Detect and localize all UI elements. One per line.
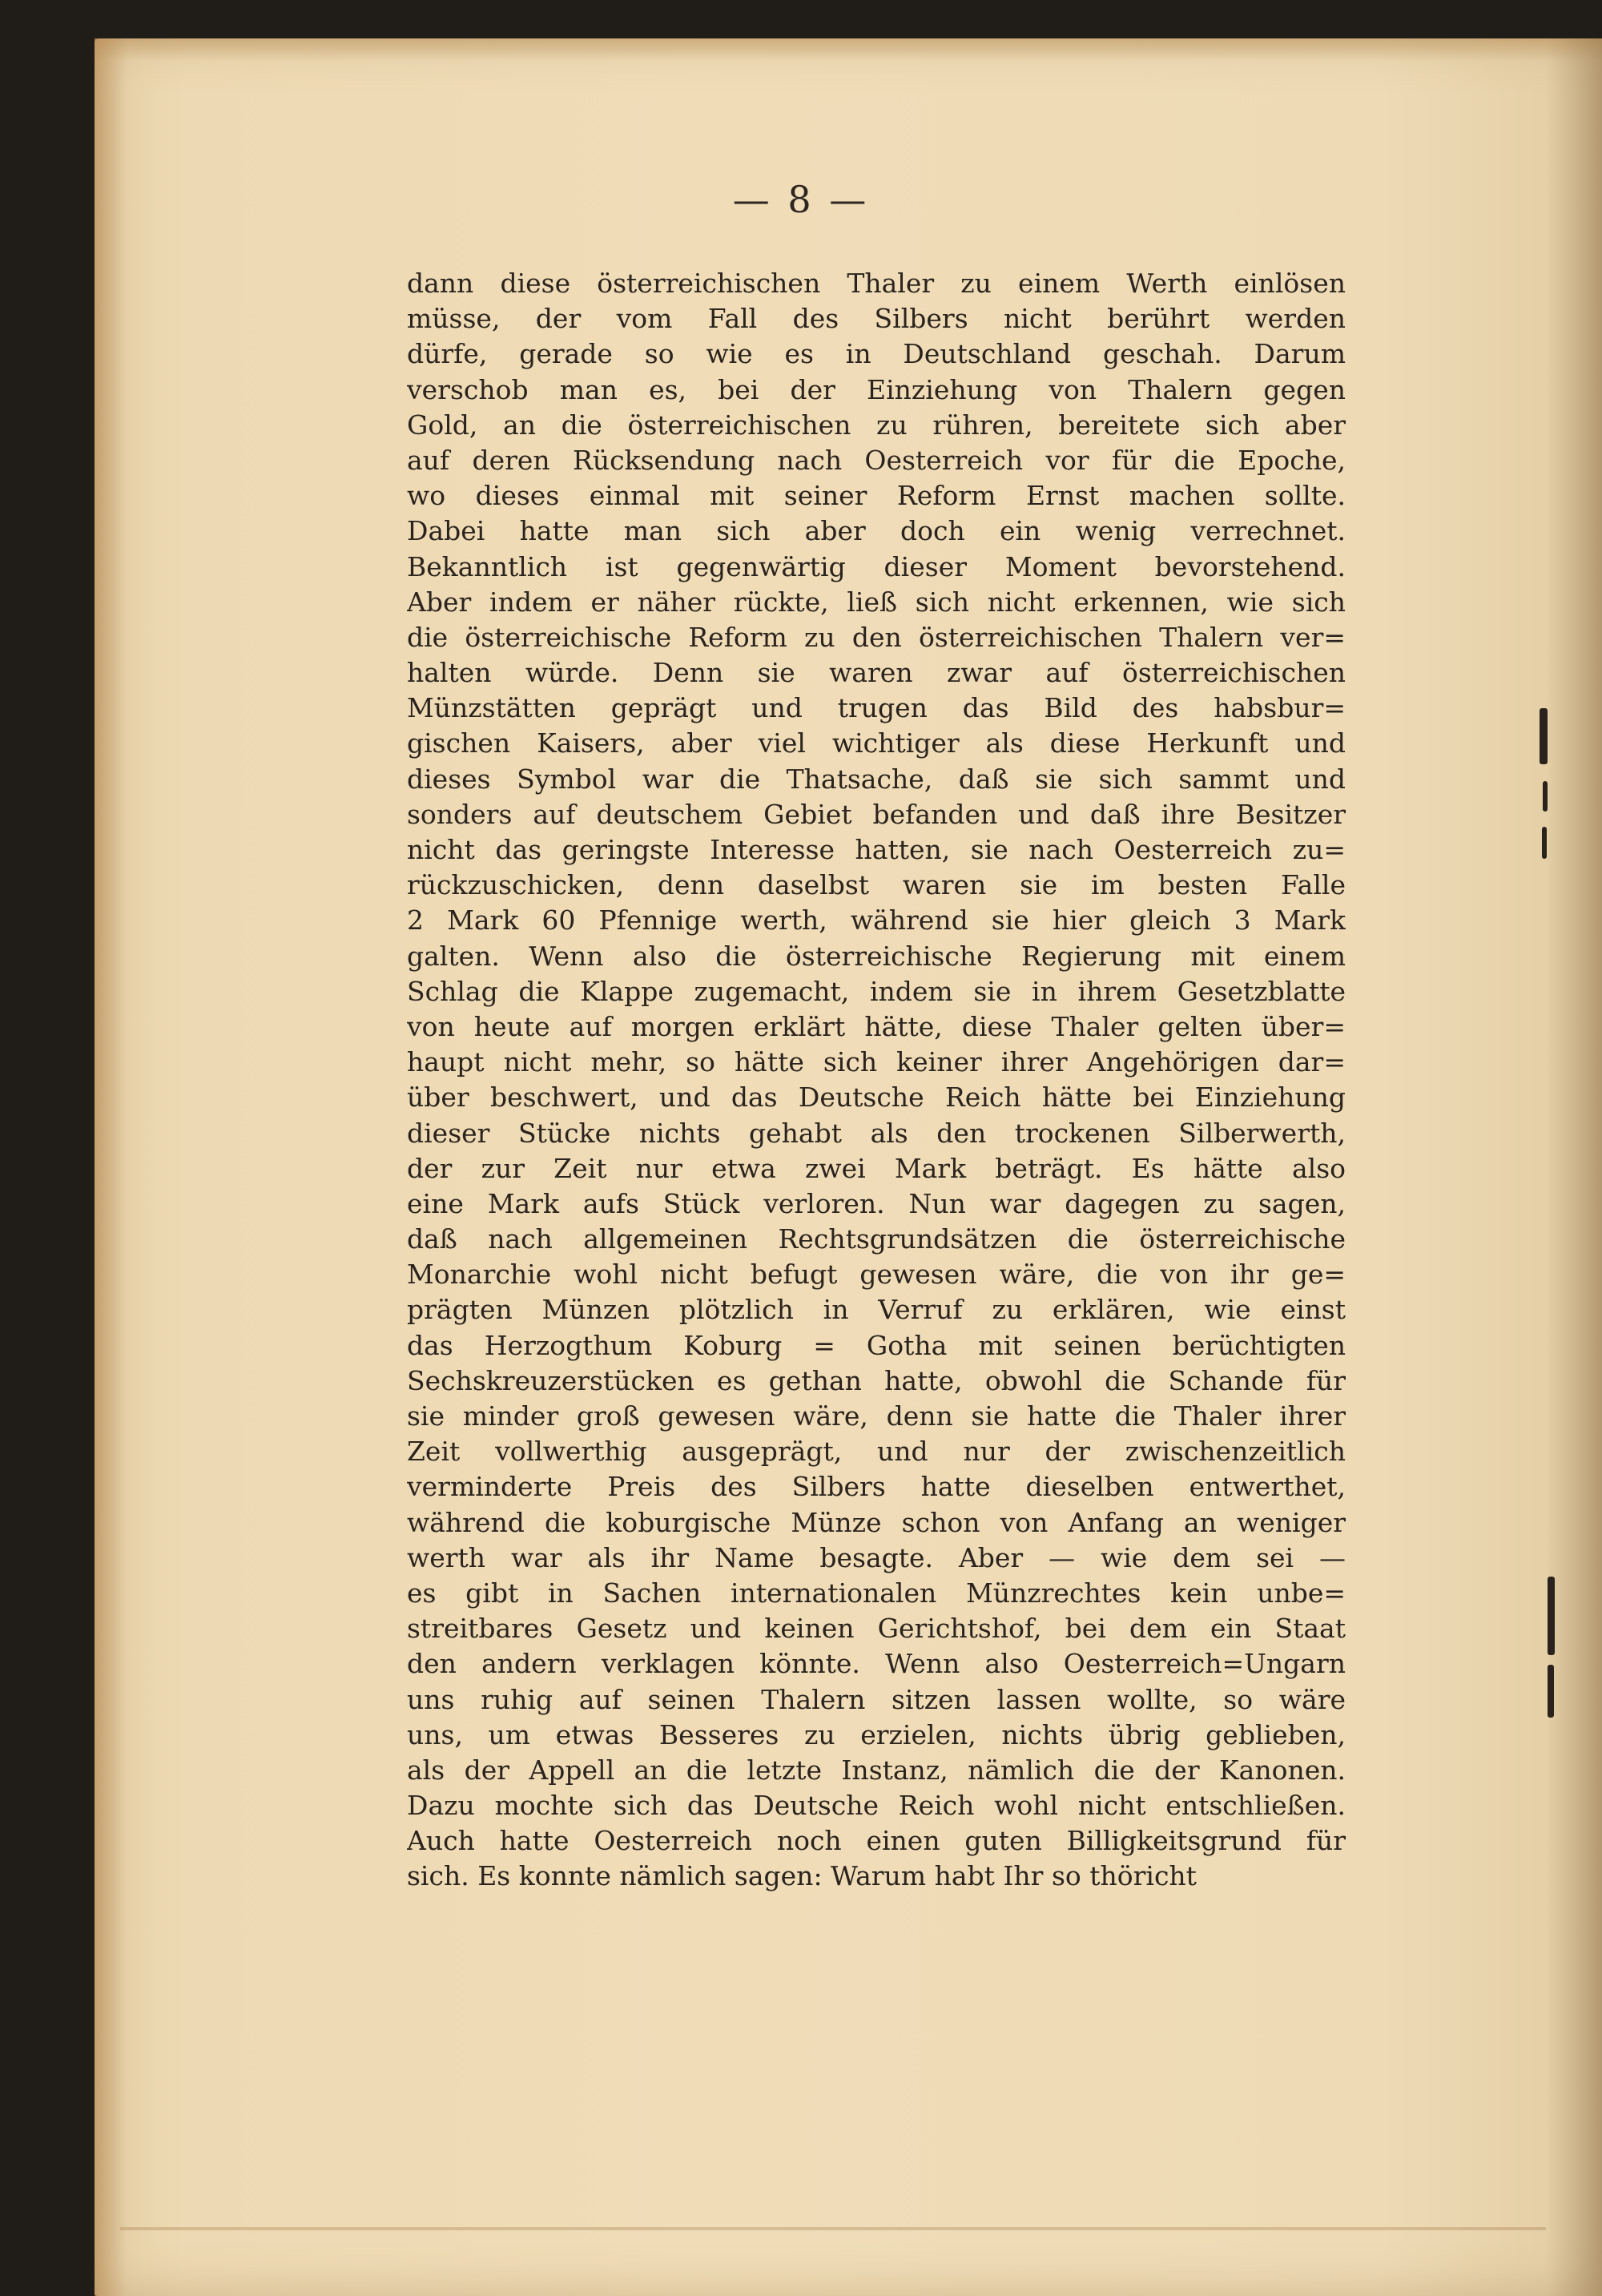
body-text <box>407 266 1346 1895</box>
margin-mark <box>1540 708 1548 764</box>
text-line: halten würde. Denn sie waren zwar auf österreichischen <box>407 657 1346 689</box>
text-line: Sechskreuzerstücken es gethan hatte, obwohl die Schande für <box>407 1364 1346 1396</box>
text-line: dieses Symbol war die Thatsache, daß sie sich sammt und <box>407 763 1346 795</box>
text-line: verschob man es, bei der Einziehung von Thalern gegen <box>407 373 1346 405</box>
text-line: sonders auf deutschem Gebiet befanden und daß ihre Besitzer <box>407 798 1346 830</box>
text-line: Auch hatte Oesterreich noch einen guten Billigkeitsgrund für <box>407 1825 1346 1857</box>
text-line: während die koburgische Münze schon von Anfang an weniger <box>407 1506 1346 1538</box>
margin-mark <box>1548 1577 1555 1655</box>
text-line: dieser Stücke nichts gehabt als den trockenen Silberwerth, <box>407 1117 1346 1149</box>
text-line: der zur Zeit nur etwa zwei Mark beträgt. Es hätte also <box>407 1152 1346 1184</box>
text-line: uns, um etwas Besseres zu erzielen, nichts übrig geblieben, <box>407 1718 1346 1750</box>
text-line: dann diese österreichischen Thaler zu einem Werth einlösen <box>407 268 1346 299</box>
margin-mark <box>1542 827 1547 859</box>
page-edge-top <box>95 38 1602 61</box>
text-line: auf deren Rücksendung nach Oesterreich vor für die Epoche, <box>407 444 1346 476</box>
margin-mark <box>1543 781 1548 812</box>
text-line: rückzuschicken, denn daselbst waren sie im besten Falle <box>407 869 1346 901</box>
text-line: streitbares Gesetz und keinen Gerichtshof, bei dem ein Staat <box>407 1613 1346 1645</box>
text-line: Monarchie wohl nicht befugt gewesen wäre, die von ihr ge= <box>407 1259 1346 1291</box>
page-number: — 8 — <box>732 178 870 221</box>
text-line: nicht das geringste Interesse hatten, sie nach Oesterreich zu= <box>407 834 1346 865</box>
page-fold <box>120 2227 1546 2230</box>
text-line: als der Appell an die letzte Instanz, nämlich die der Kanonen. <box>407 1754 1346 1786</box>
text-line: Dabei hatte man sich aber doch ein wenig verrechnet. <box>407 515 1346 547</box>
text-line: den andern verklagen könnte. Wenn also Oesterreich=Ungarn <box>407 1648 1346 1680</box>
text-line: Münzstätten geprägt und trugen das Bild des habsbur= <box>407 692 1346 724</box>
text-line: von heute auf morgen erklärt hätte, diese Thaler gelten über= <box>407 1010 1346 1042</box>
text-line: daß nach allgemeinen Rechtsgrundsätzen die österreichische <box>407 1223 1346 1255</box>
text-line: die österreichische Reform zu den österreichischen Thalern ver= <box>407 621 1346 653</box>
text-line: Aber indem er näher rückte, ließ sich nicht erkennen, wie sich <box>407 586 1346 618</box>
text-line: wo dieses einmal mit seiner Reform Ernst machen sollte. <box>407 480 1346 512</box>
text-line: das Herzogthum Koburg = Gotha mit seinen berüchtigten <box>407 1329 1346 1361</box>
text-line: müsse, der vom Fall des Silbers nicht berührt werden <box>407 303 1346 335</box>
spine-shadow <box>1546 38 1602 2296</box>
text-line: es gibt in Sachen internationalen Münzrechtes kein unbe= <box>407 1577 1346 1609</box>
text-line: Dazu mochte sich das Deutsche Reich wohl nicht entschließen. <box>407 1790 1346 1822</box>
margin-mark <box>1548 1665 1554 1718</box>
text-line: 2 Mark 60 Pfennige werth, während sie hier gleich 3 Mark <box>407 904 1346 937</box>
text-line: eine Mark aufs Stück verloren. Nun war dagegen zu sagen, <box>407 1187 1346 1219</box>
text-line: sie minder groß gewesen wäre, denn sie hatte die Thaler ihrer <box>407 1400 1346 1432</box>
text-line: Zeit vollwerthig ausgeprägt, und nur der zwischenzeitlich <box>407 1436 1346 1468</box>
text-line: Gold, an die österreichischen zu rühren, bereitete sich aber <box>407 409 1346 441</box>
text-line: über beschwert, und das Deutsche Reich hätte bei Einziehung <box>407 1082 1346 1114</box>
text-line: Schlag die Klappe zugemacht, indem sie in ihrem Gesetzblatte <box>407 975 1346 1007</box>
text-line: gischen Kaisers, aber viel wichtiger als diese Herkunft und <box>407 727 1346 759</box>
text-line: werth war als ihr Name besagte. Aber — wie dem sei — <box>407 1541 1346 1573</box>
text-line: prägten Münzen plötzlich in Verruf zu erklären, wie einst <box>407 1294 1346 1326</box>
page-edge-left <box>95 38 127 2296</box>
text-line: galten. Wenn also die österreichische Regierung mit einem <box>407 940 1346 972</box>
text-line: haupt nicht mehr, so hätte sich keiner ihrer Angehörigen dar= <box>407 1046 1346 1078</box>
text-line: Bekanntlich ist gegenwärtig dieser Moment bevorstehend. <box>407 550 1346 582</box>
text-line: dürfe, gerade so wie es in Deutschland geschah. Darum <box>407 338 1346 370</box>
text-line: sich. Es konnte nämlich sagen: Warum habt Ihr so thöricht <box>407 1860 1197 1892</box>
text-line: verminderte Preis des Silbers hatte dieselben entwerthet, <box>407 1471 1346 1503</box>
text-line: uns ruhig auf seinen Thalern sitzen lassen wollte, so wäre <box>407 1683 1346 1715</box>
